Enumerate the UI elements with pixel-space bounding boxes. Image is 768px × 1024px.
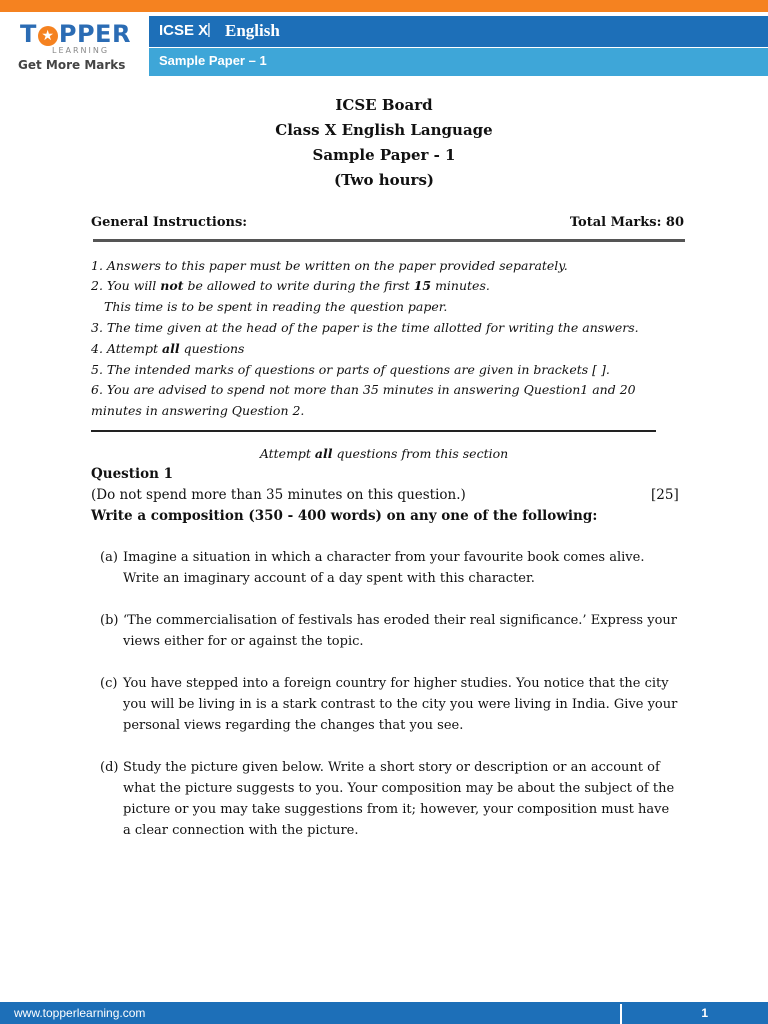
logo-wordmark: T ★ PPER — [20, 20, 131, 48]
option-label: (c) — [100, 676, 118, 691]
footer-website-link[interactable]: www.topperlearning.com — [14, 1006, 146, 1020]
header-paper-bar — [149, 48, 768, 76]
instruction-2-continued: This time is to be spent in reading the question paper. — [104, 299, 448, 314]
option-d — [100, 757, 680, 841]
question-marks: [25] — [651, 487, 679, 503]
question-heading: Question 1 — [91, 466, 174, 482]
page-number: 1 — [701, 1006, 708, 1020]
question-task: Write a composition (350 - 400 words) on any one of the following: — [91, 508, 598, 524]
logo-subtitle: LEARNING — [52, 46, 110, 55]
footer-page-bar — [622, 1004, 768, 1024]
option-text: ‘The commercialisation of festivals has eroded their real significance.’ Express your views either for or against the topic. — [123, 613, 677, 649]
logo-tagline: Get More Marks — [18, 58, 126, 72]
instruction-6-continued: minutes in answering Question 2. — [91, 403, 305, 418]
instruction-1: 1. Answers to this paper must be written on the paper provided separately. — [91, 258, 568, 273]
option-a — [100, 547, 680, 589]
board-label: ICSE X — [159, 22, 209, 39]
option-label: (a) — [100, 550, 118, 565]
instruction-3: 3. The time given at the head of the paper is the time allotted for writing the answers. — [91, 320, 639, 335]
option-c — [100, 673, 680, 736]
header-separator: | — [207, 21, 211, 38]
general-instructions-label: General Instructions: — [91, 215, 248, 230]
question-note: (Do not spend more than 35 minutes on this question.) — [91, 487, 466, 503]
title-duration: (Two hours) — [333, 171, 434, 189]
top-accent-bar — [0, 0, 768, 12]
option-label: (b) — [100, 613, 119, 628]
option-text: Study the picture given below. Write a short story or description or an account of what the picture suggests to you. Your composition may be about the subject of the picture or you may take suggestions from it; however, your composition must have a clear connection with the picture. — [123, 760, 675, 838]
option-text: You have stepped into a foreign country for higher studies. You notice that the city you will be living in is a stark contrast to the city you were living in India. Give your personal views regarding the changes that you see. — [123, 676, 678, 733]
option-b — [100, 610, 680, 652]
title-class: Class X English Language — [275, 121, 493, 139]
instruction-4: 4. Attempt all questions — [91, 341, 245, 356]
section-divider — [91, 430, 656, 432]
instruction-5: 5. The intended marks of questions or parts of questions are given in brackets [ ]. — [91, 362, 610, 377]
topper-logo — [14, 18, 134, 78]
divider — [93, 239, 685, 242]
instruction-2: 2. You will not be allowed to write during the first 15 minutes. — [91, 278, 490, 293]
option-text: Imagine a situation in which a character from your favourite book comes alive. Write an imaginary account of a day spent with this character. — [123, 550, 645, 586]
subject-label: English — [225, 21, 280, 40]
instruction-6: 6. You are advised to spend not more than 35 minutes in answering Question1 and 20 — [91, 382, 636, 397]
section-instruction: Attempt all questions from this section — [259, 446, 509, 461]
title-paper: Sample Paper - 1 — [312, 146, 456, 164]
star-icon: ★ — [38, 26, 58, 46]
footer-website-bar — [0, 1004, 620, 1024]
header-subject-bar — [149, 16, 768, 47]
option-label: (d) — [100, 760, 119, 775]
paper-label: Sample Paper – 1 — [159, 53, 267, 68]
total-marks: Total Marks: 80 — [569, 215, 684, 230]
title-board: ICSE Board — [335, 96, 433, 114]
